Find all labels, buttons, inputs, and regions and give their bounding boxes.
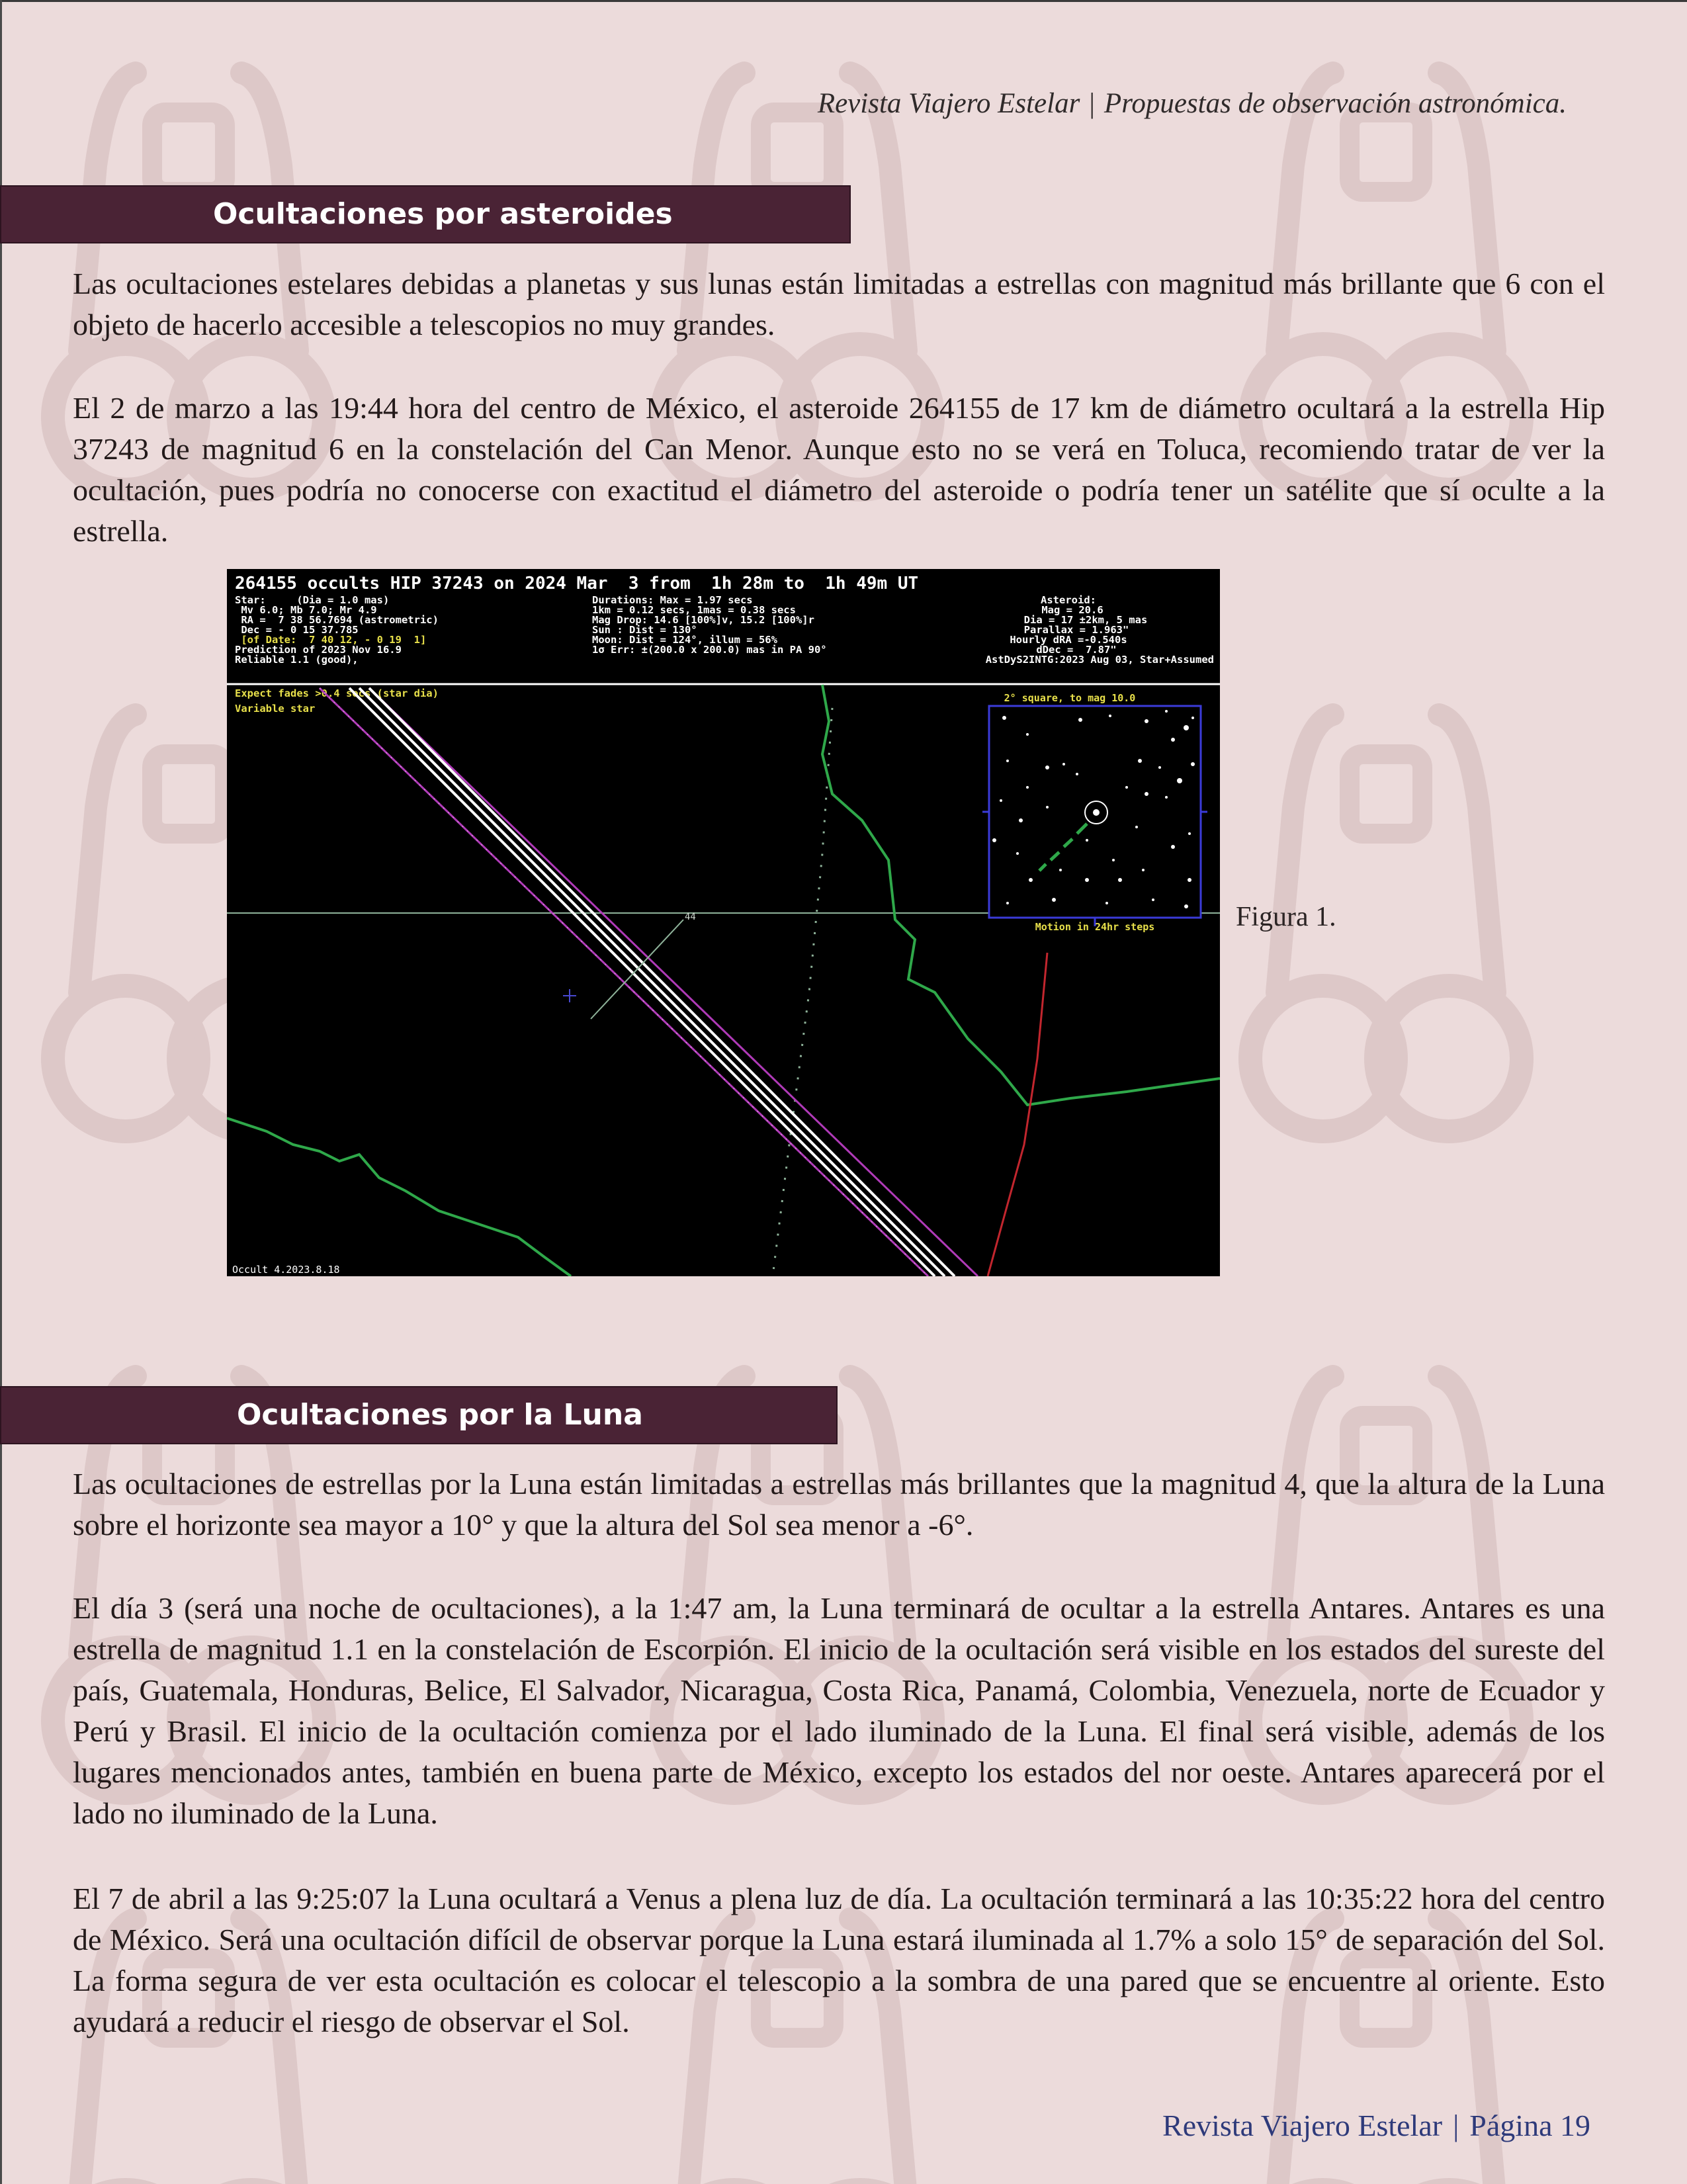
page-top-border bbox=[0, 0, 1687, 2]
duration-info: Mag Drop: 14.6 [100%]v, 15.2 [100%]r bbox=[592, 614, 814, 626]
expect-fades-note: Expect fades >0.4 secs (star dia) bbox=[235, 687, 439, 699]
star-info: Mv 6.0; Mb 7.0; Mr 4.9 bbox=[235, 604, 377, 616]
star-info: Reliable 1.1 (good), bbox=[235, 654, 359, 666]
star-info: [of Date: 7 40 12, - 0 19 1] bbox=[235, 634, 427, 646]
paragraph: El 7 de abril a las 9:25:07 la Luna ocultará a Venus a plena luz de día. La ocultación terminará a las 10:35:22 hora del centro de México. Será una ocultación difícil de observar porque la Luna estará iluminada al 1.7% a solo 15° de separación del Sol. La forma segura de ver esta ocultación es colocar el telescopio a la sombra de una pared que se encuentre al oriente. Esto ayudará a reducir el riesgo de observar el Sol. bbox=[73, 1882, 1605, 2038]
footer-separator: | bbox=[1453, 2109, 1459, 2142]
duration-info: Moon: Dist = 124°, illum = 56% bbox=[592, 634, 777, 646]
page-footer bbox=[1162, 2108, 1590, 2143]
page-left-border bbox=[0, 0, 2, 2184]
inset-title: 2° square, to mag 10.0 bbox=[1004, 692, 1136, 704]
asteroid-info: Hourly dRA =-0.540s bbox=[1010, 634, 1127, 646]
path-marker-label: 44 bbox=[685, 912, 696, 922]
paragraph: El día 3 (será una noche de ocultaciones), a la 1:47 am, la Luna terminará de ocultar a la estrella Antares. Antares es una estrella de magnitud 1.1 en la constelación de Escorpión. El inicio de la ocultación será visible en los estados del sureste del país, Guatemala, Honduras, Belice, El Salvador, Nicaragua, Costa Rica, Panamá, Colombia, Venezuela, norte de Ecuador y Perú y Brasil. El inicio de la ocultación comienza por el lado iluminado de la Luna. El final será visible, además de los lugares mencionados antes, también en buena parte de México, excepto los estados del nor oeste. Antares aparecerá por el lado no iluminado de la Luna. bbox=[73, 1591, 1605, 1830]
variable-star-note: Variable star bbox=[235, 703, 316, 715]
figure-title: 264155 occults HIP 37243 on 2024 Mar 3 from 1h 28m to 1h 49m UT bbox=[235, 574, 919, 593]
footer-magazine: Revista Viajero Estelar bbox=[1162, 2109, 1443, 2142]
asteroid-info: Parallax = 1.963" bbox=[1023, 624, 1129, 636]
asteroid-info: Mag = 20.6 bbox=[1041, 604, 1103, 616]
asteroid-info: dDec = 7.87" bbox=[1036, 644, 1117, 656]
occultation-map-figure bbox=[227, 569, 1220, 1276]
inset-star-chart bbox=[982, 692, 1207, 933]
section-heading-moon bbox=[0, 1386, 838, 1444]
figure-caption: Figura 1. bbox=[1236, 902, 1336, 932]
duration-info: Durations: Max = 1.97 secs bbox=[592, 594, 753, 606]
header-subtitle: Propuestas de observación astronómica. bbox=[1103, 88, 1567, 119]
duration-info: Sun : Dist = 130° bbox=[592, 624, 697, 636]
paragraph: El 2 de marzo a las 19:44 hora del centro de México, el asteroide 264155 de 17 km de diámetro ocultará a la estrella Hip 37243 de magnitud 6 en la constelación del Can Menor. Aunque esto no se verá en Toluca, recomiendo tratar de ver la ocultación, pues podría no conocerse con exactitud el diámetro del asteroide o podría tener un satélite que sí oculte a la estrella. bbox=[73, 391, 1605, 548]
star-info: Dec = - 0 15 37.785 bbox=[235, 624, 359, 636]
paragraph: Las ocultaciones de estrellas por la Luna están limitadas a estrellas más brillantes que la magnitud 4, que la altura de la Luna sobre el horizonte sea mayor a 10° y que la altura del Sol sea menor a -6°. bbox=[73, 1467, 1605, 1542]
motion-label: Motion in 24hr steps bbox=[1035, 921, 1155, 933]
running-header bbox=[818, 87, 1567, 120]
header-magazine: Revista Viajero Estelar bbox=[817, 88, 1080, 119]
star-info: Star: (Dia = 1.0 mas) bbox=[235, 594, 390, 606]
page-number: Página 19 bbox=[1469, 2109, 1590, 2142]
paragraph: Las ocultaciones estelares debidas a planetas y sus lunas están limitadas a estrellas con magnitud más brillante que 6 con el objeto de hacerlo accesible a telescopios no muy grandes. bbox=[73, 267, 1605, 341]
star-info: RA = 7 38 56.7694 (astrometric) bbox=[235, 614, 439, 626]
section-title: Ocultaciones por asteroides bbox=[213, 197, 673, 231]
header-separator: | bbox=[1089, 88, 1095, 119]
section-title: Ocultaciones por la Luna bbox=[237, 1398, 643, 1432]
asteroid-info: Dia = 17 ±2km, 5 mas bbox=[1023, 614, 1148, 626]
asteroid-info: AstDyS2INTG:2023 Aug 03, Star+Assumed bbox=[985, 654, 1214, 666]
duration-info: 1σ Err: ±(200.0 x 200.0) mas in PA 90° bbox=[592, 644, 827, 656]
section-heading-asteroids bbox=[0, 185, 851, 243]
software-label: Occult 4.2023.8.18 bbox=[232, 1264, 340, 1276]
star-info: Prediction of 2023 Nov 16.9 bbox=[235, 644, 402, 656]
duration-info: 1km = 0.12 secs, 1mas = 0.38 secs bbox=[592, 604, 796, 616]
asteroid-info: Asteroid: bbox=[1041, 594, 1096, 606]
